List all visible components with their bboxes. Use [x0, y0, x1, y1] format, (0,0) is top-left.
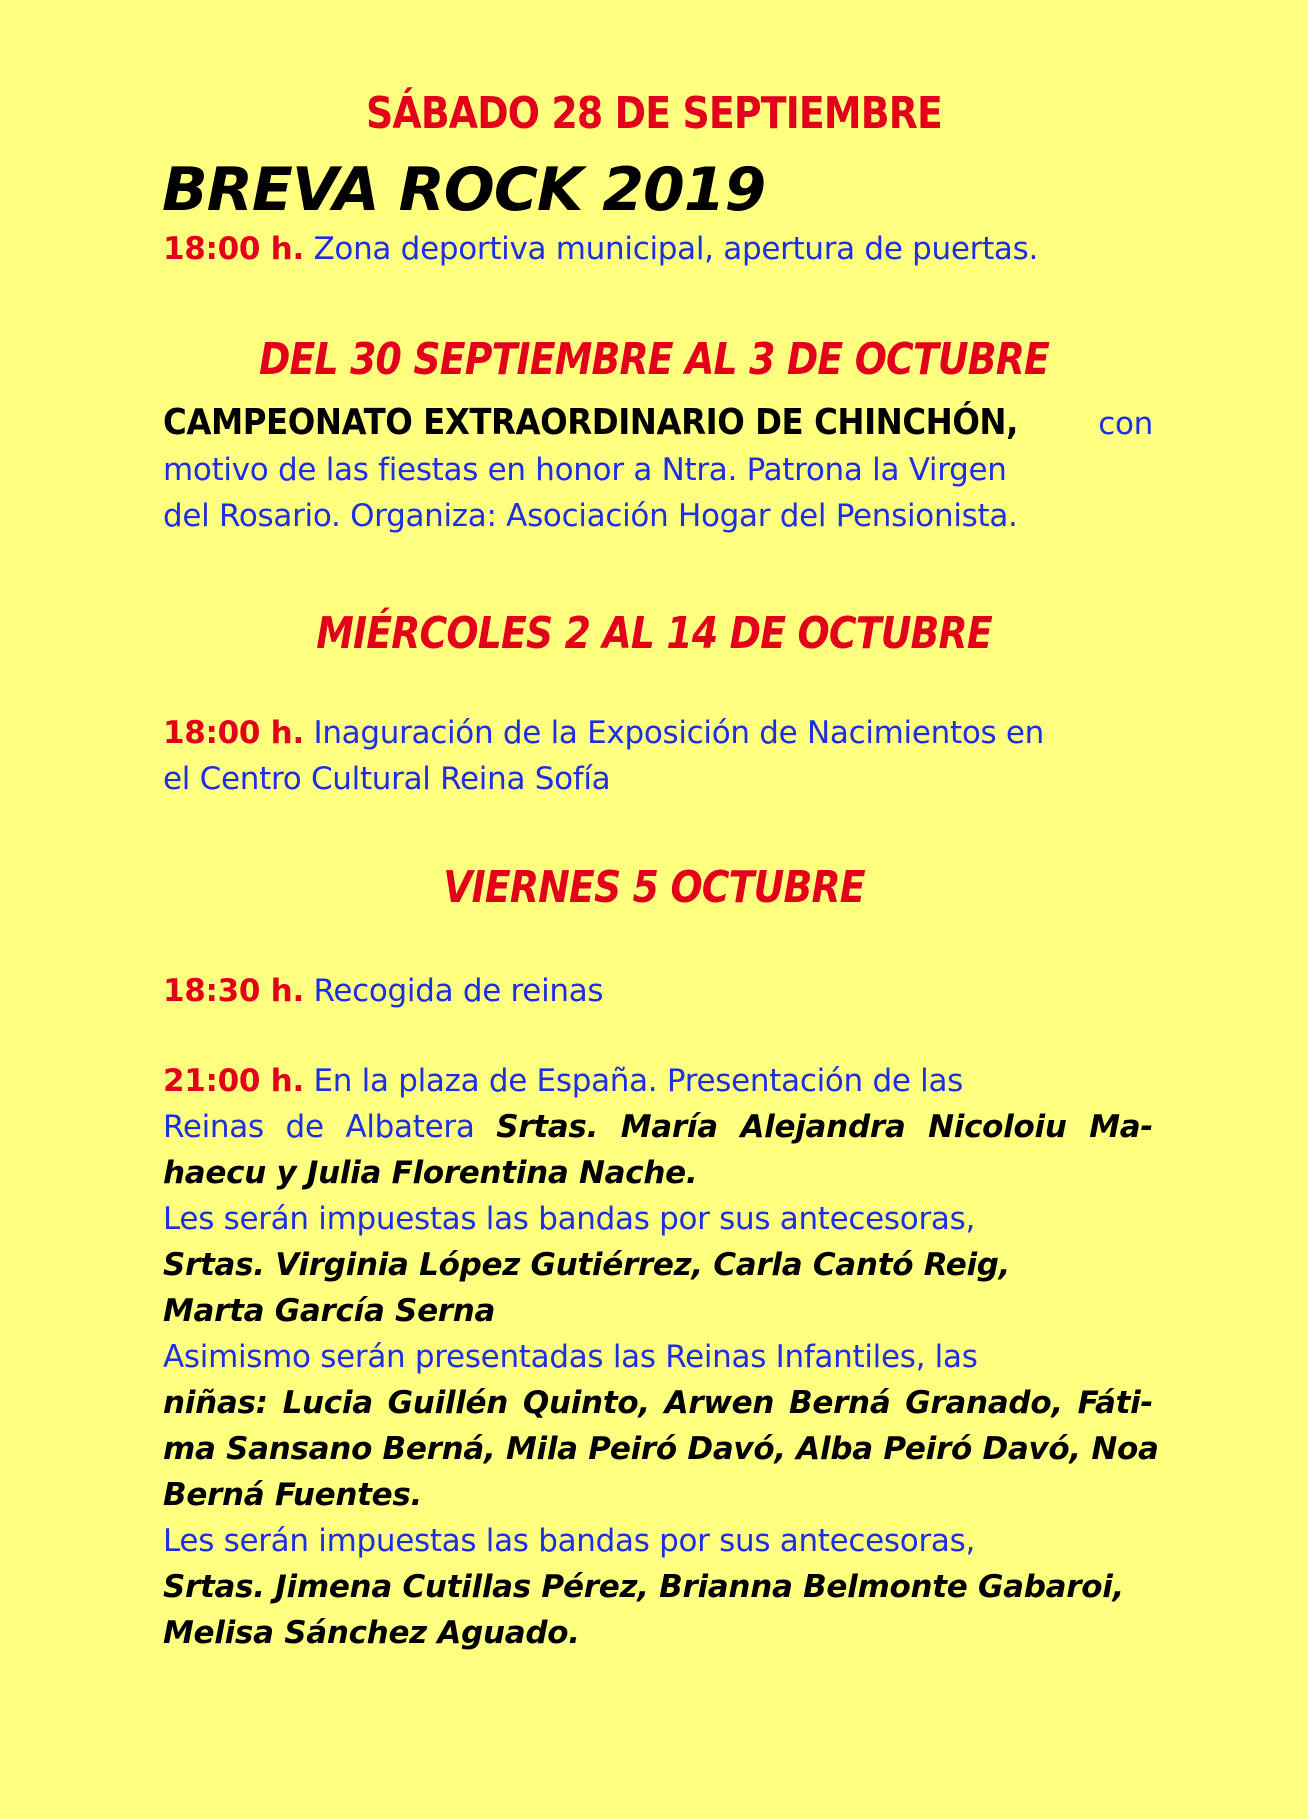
- event-title-chinchon: CAMPEONATO EXTRAORDINARIO DE CHINCHÓN,: [163, 402, 1018, 443]
- event-description-line: Asimismo serán presentadas las Reinas Infantiles, las: [163, 1339, 978, 1375]
- event-description: En la plaza de España. Presentación de las: [313, 1063, 964, 1099]
- child-queen-names: Berná Fuentes.: [163, 1477, 422, 1513]
- date-heading-sabado-28: SÁBADO 28 DE SEPTIEMBRE: [366, 88, 942, 139]
- event-paragraph-chinchon: [163, 400, 1153, 539]
- child-queen-names: niñas: Lucia Guillén Quinto, Arwen Berná Granado, Fáti-: [163, 1385, 1153, 1421]
- child-queen-names: ma Sansano Berná, Mila Peiró Davó, Alba Peiró Davó, Noa: [163, 1431, 1159, 1467]
- event-time: 18:00 h.: [163, 715, 304, 751]
- event-paragraph-presentacion: [163, 1058, 1159, 1656]
- predecessor-names: Srtas. Jimena Cutillas Pérez, Brianna Belmonte Gabaroi,: [163, 1569, 1125, 1605]
- event-description-line: motivo de las fiestas en honor a Ntra. Patrona la Virgen: [163, 452, 1007, 488]
- date-heading-viernes-5: VIERNES 5 OCTUBRE: [443, 862, 865, 913]
- date-heading-miercoles-2-14: MIÉRCOLES 2 AL 14 DE OCTUBRE: [316, 608, 992, 659]
- event-description-part: Reinas de Albatera: [163, 1109, 475, 1145]
- event-time: 18:30 h.: [163, 973, 304, 1009]
- date-heading-30-sept-3-oct: DEL 30 SEPTIEMBRE AL 3 DE OCTUBRE: [258, 334, 1050, 385]
- queen-names: Srtas. María Alejandra Nicoloiu Ma-: [496, 1109, 1153, 1145]
- predecessor-names: Marta García Serna: [163, 1293, 496, 1329]
- event-paragraph-breva-rock: [163, 226, 1153, 272]
- event-time: 18:00 h.: [163, 231, 304, 267]
- queen-names: haecu y Julia Florentina Nache.: [163, 1155, 698, 1191]
- event-description-part: con: [1098, 406, 1153, 442]
- event-description-line: Les serán impuestas las bandas por sus antecesoras,: [163, 1201, 975, 1237]
- event-description-line: del Rosario. Organiza: Asociación Hogar del Pensionista.: [163, 498, 1018, 534]
- event-description-line: el Centro Cultural Reina Sofía: [163, 761, 611, 797]
- predecessor-names: Srtas. Virginia López Gutiérrez, Carla Cantó Reig,: [163, 1247, 1011, 1283]
- predecessor-names: Melisa Sánchez Aguado.: [163, 1615, 580, 1651]
- event-description: Inaguración de la Exposición de Nacimientos en: [313, 715, 1045, 751]
- event-description: Zona deportiva municipal, apertura de puertas.: [313, 231, 1039, 267]
- event-paragraph-recogida: [163, 968, 1153, 1014]
- event-description: Recogida de reinas: [313, 973, 604, 1009]
- event-paragraph-nacimientos: [163, 710, 1153, 802]
- event-description-line: Les serán impuestas las bandas por sus antecesoras,: [163, 1523, 975, 1559]
- event-time: 21:00 h.: [163, 1063, 304, 1099]
- event-title-breva-rock: BREVA ROCK 2019: [162, 155, 766, 225]
